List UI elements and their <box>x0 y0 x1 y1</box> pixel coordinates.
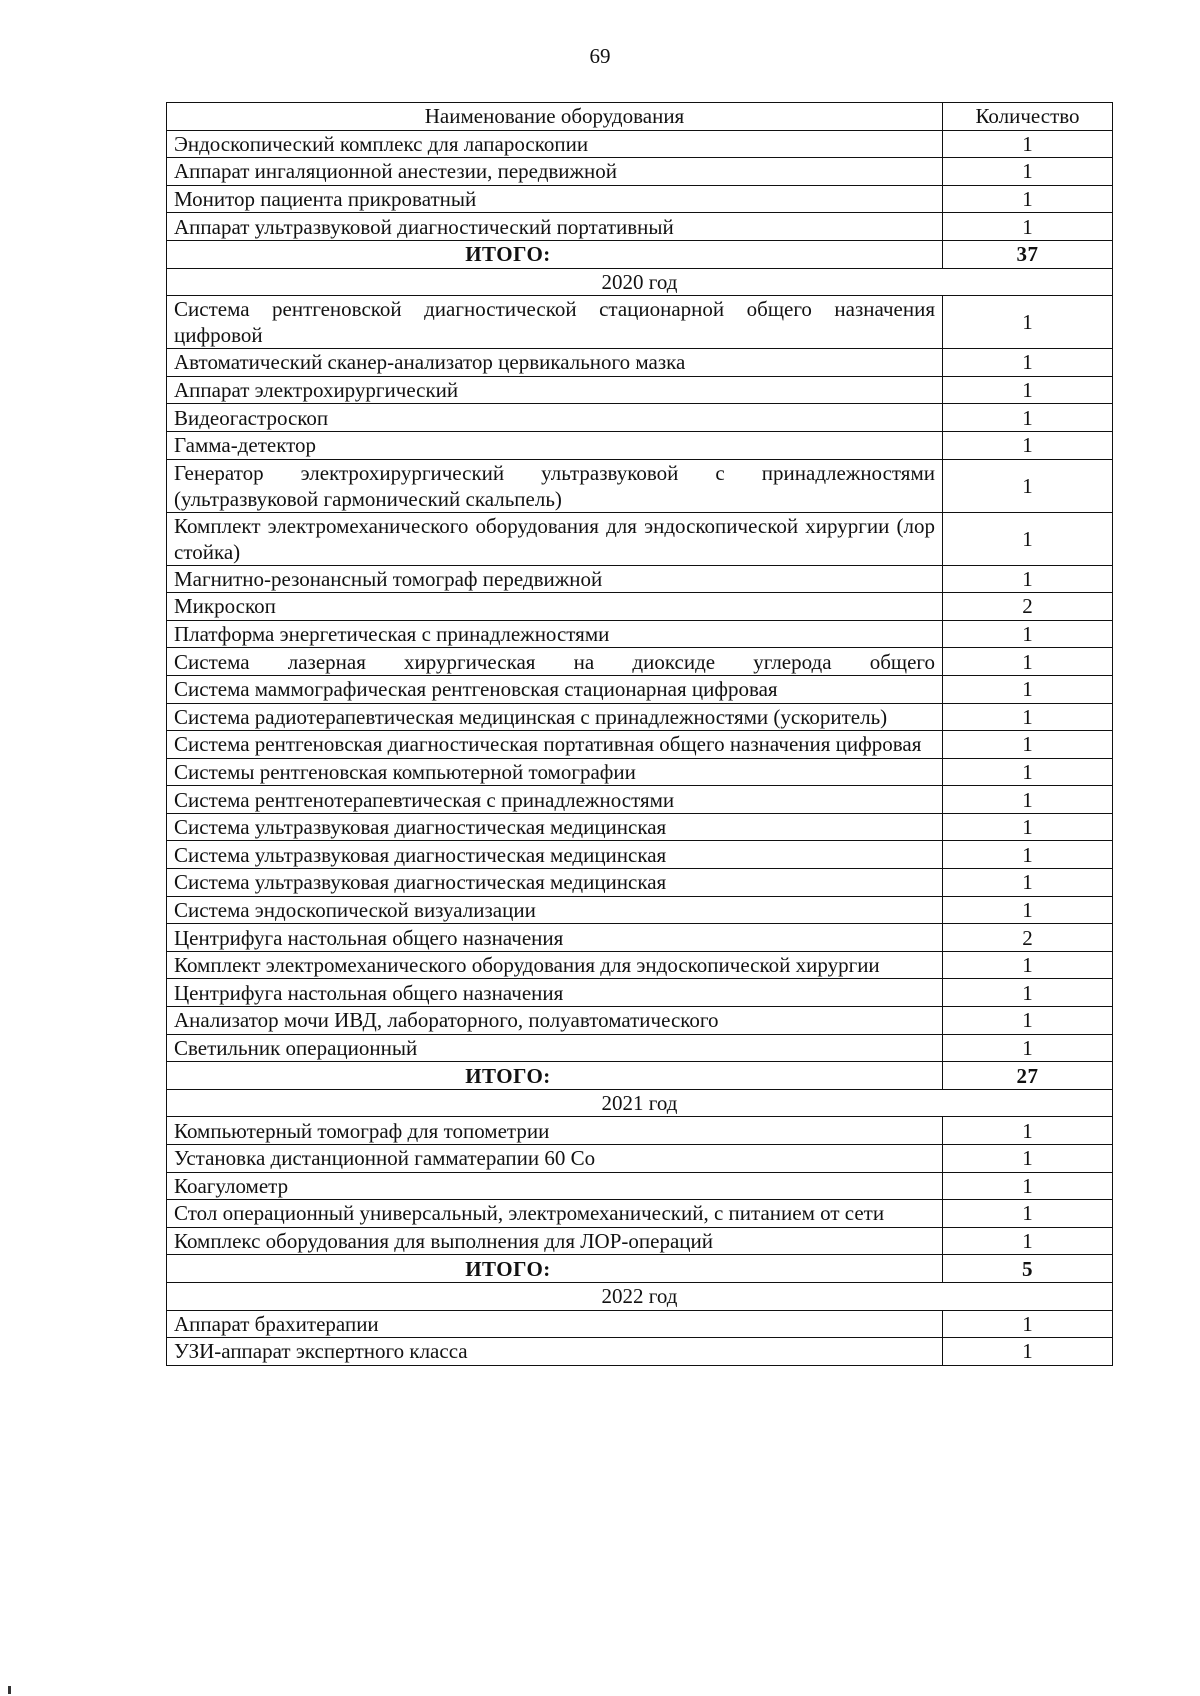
equipment-qty: 1 <box>943 1117 1113 1145</box>
table-row <box>167 404 1113 432</box>
equipment-qty: 1 <box>943 703 1113 731</box>
equipment-qty: 1 <box>943 213 1113 241</box>
equipment-name: Аппарат электрохирургический <box>167 376 943 404</box>
equipment-name: Комплект электромеханического оборудования для эндоскопической хирургии (лор стойка) <box>167 512 943 565</box>
equipment-qty: 1 <box>943 158 1113 186</box>
equipment-name: Генератор электрохирургический ультразвуковой с принадлежностями (ультразвуковой гармонический скальпель) <box>167 459 943 512</box>
table-row <box>167 786 1113 814</box>
equipment-table-body <box>167 103 1113 1366</box>
table-row <box>167 758 1113 786</box>
total-label: ИТОГО: <box>167 240 943 268</box>
year-label: 2020 год <box>167 268 1113 296</box>
total-qty: 27 <box>943 1062 1113 1090</box>
equipment-name: Светильник операционный <box>167 1034 943 1062</box>
equipment-name: Система ультразвуковая диагностическая медицинская <box>167 813 943 841</box>
table-row <box>167 703 1113 731</box>
equipment-name: Система ультразвуковая диагностическая медицинская <box>167 841 943 869</box>
table-row <box>167 1338 1113 1366</box>
equipment-name: Установка дистанционной гамматерапии 60 Со <box>167 1145 943 1173</box>
equipment-name: Компьютерный томограф для топометрии <box>167 1117 943 1145</box>
table-row <box>167 296 1113 349</box>
table-row <box>167 1145 1113 1173</box>
table-row <box>167 648 1113 676</box>
equipment-qty: 1 <box>943 731 1113 759</box>
table-row <box>167 869 1113 897</box>
equipment-qty: 1 <box>943 786 1113 814</box>
equipment-name: УЗИ-аппарат экспертного класса <box>167 1338 943 1366</box>
equipment-qty: 1 <box>943 1007 1113 1035</box>
equipment-name: Системы рентгеновская компьютерной томографии <box>167 758 943 786</box>
equipment-qty: 1 <box>943 758 1113 786</box>
total-qty: 5 <box>943 1255 1113 1283</box>
equipment-name: Система радиотерапевтическая медицинская с принадлежностями (ускоритель) <box>167 703 943 731</box>
equipment-qty: 1 <box>943 979 1113 1007</box>
equipment-name: Центрифуга настольная общего назначения <box>167 924 943 952</box>
equipment-qty: 1 <box>943 1172 1113 1200</box>
equipment-name: Аппарат ингаляционной анестезии, передвижной <box>167 158 943 186</box>
table-row <box>167 979 1113 1007</box>
equipment-qty: 1 <box>943 1034 1113 1062</box>
equipment-name: Комплекс оборудования для выполнения для ЛОР-операций <box>167 1227 943 1255</box>
equipment-qty: 1 <box>943 296 1113 349</box>
equipment-name: Система ультразвуковая диагностическая медицинская <box>167 869 943 897</box>
equipment-name: Коагулометр <box>167 1172 943 1200</box>
equipment-name: Система лазерная хирургическая на диоксиде углерода общего <box>167 648 943 676</box>
equipment-qty: 1 <box>943 648 1113 676</box>
total-label: ИТОГО: <box>167 1255 943 1283</box>
equipment-name: Монитор пациента прикроватный <box>167 185 943 213</box>
equipment-name: Аппарат ультразвуковой диагностический портативный <box>167 213 943 241</box>
equipment-name: Автоматический сканер-анализатор цервикального мазка <box>167 349 943 377</box>
equipment-qty: 1 <box>943 512 1113 565</box>
scan-artifact <box>8 1686 11 1694</box>
table-row <box>167 1310 1113 1338</box>
table-row <box>167 1200 1113 1228</box>
year-section-row <box>167 1282 1113 1310</box>
equipment-qty: 1 <box>943 896 1113 924</box>
equipment-name: Система рентгенотерапевтическая с принадлежностями <box>167 786 943 814</box>
equipment-name: Центрифуга настольная общего назначения <box>167 979 943 1007</box>
table-row <box>167 1117 1113 1145</box>
table-row <box>167 1172 1113 1200</box>
equipment-name: Анализатор мочи ИВД, лабораторного, полуавтоматического <box>167 1007 943 1035</box>
equipment-qty: 1 <box>943 1145 1113 1173</box>
table-row <box>167 841 1113 869</box>
equipment-qty: 1 <box>943 565 1113 593</box>
table-row <box>167 951 1113 979</box>
equipment-qty: 1 <box>943 813 1113 841</box>
year-section-row <box>167 268 1113 296</box>
table-row <box>167 675 1113 703</box>
table-row <box>167 813 1113 841</box>
total-label: ИТОГО: <box>167 1062 943 1090</box>
equipment-qty: 1 <box>943 185 1113 213</box>
total-row <box>167 1255 1113 1283</box>
equipment-name: Микроскоп <box>167 593 943 621</box>
table-row <box>167 185 1113 213</box>
equipment-name: Аппарат брахитерапии <box>167 1310 943 1338</box>
equipment-qty: 1 <box>943 841 1113 869</box>
table-row <box>167 431 1113 459</box>
table-header-row <box>167 103 1113 131</box>
table-row <box>167 593 1113 621</box>
equipment-name: Магнитно-резонансный томограф передвижной <box>167 565 943 593</box>
equipment-qty: 1 <box>943 130 1113 158</box>
equipment-qty: 1 <box>943 1200 1113 1228</box>
equipment-qty: 1 <box>943 431 1113 459</box>
equipment-name: Платформа энергетическая с принадлежностями <box>167 620 943 648</box>
table-row <box>167 158 1113 186</box>
table-row <box>167 565 1113 593</box>
equipment-qty: 1 <box>943 869 1113 897</box>
equipment-qty: 1 <box>943 1338 1113 1366</box>
year-label: 2022 год <box>167 1282 1113 1310</box>
table-row <box>167 1034 1113 1062</box>
table-row <box>167 349 1113 377</box>
header-qty-cell: Количество <box>943 103 1113 131</box>
equipment-qty: 1 <box>943 349 1113 377</box>
equipment-qty: 1 <box>943 1227 1113 1255</box>
equipment-qty: 1 <box>943 404 1113 432</box>
table-row <box>167 620 1113 648</box>
equipment-qty: 2 <box>943 593 1113 621</box>
equipment-table <box>166 102 1113 1366</box>
equipment-qty: 1 <box>943 951 1113 979</box>
equipment-qty: 1 <box>943 459 1113 512</box>
equipment-name: Стол операционный универсальный, электромеханический, с питанием от сети <box>167 1200 943 1228</box>
table-row <box>167 924 1113 952</box>
equipment-qty: 1 <box>943 675 1113 703</box>
page-number: 69 <box>589 44 611 68</box>
equipment-qty: 1 <box>943 620 1113 648</box>
equipment-name: Система рентгеновской диагностической стационарной общего назначения цифровой <box>167 296 943 349</box>
equipment-qty: 1 <box>943 1310 1113 1338</box>
table-row <box>167 459 1113 512</box>
table-row <box>167 1227 1113 1255</box>
total-qty: 37 <box>943 240 1113 268</box>
total-row <box>167 1062 1113 1090</box>
table-row <box>167 896 1113 924</box>
total-row <box>167 240 1113 268</box>
equipment-name: Эндоскопический комплекс для лапароскопии <box>167 130 943 158</box>
table-row <box>167 512 1113 565</box>
equipment-name: Система рентгеновская диагностическая портативная общего назначения цифровая <box>167 731 943 759</box>
equipment-qty: 2 <box>943 924 1113 952</box>
equipment-name: Видеогастроскоп <box>167 404 943 432</box>
equipment-qty: 1 <box>943 376 1113 404</box>
table-row <box>167 376 1113 404</box>
table-row <box>167 1007 1113 1035</box>
table-row <box>167 731 1113 759</box>
year-section-row <box>167 1089 1113 1117</box>
header-name-cell: Наименование оборудования <box>167 103 943 131</box>
year-label: 2021 год <box>167 1089 1113 1117</box>
equipment-name: Комплект электромеханического оборудования для эндоскопической хирургии <box>167 951 943 979</box>
equipment-name: Гамма-детектор <box>167 431 943 459</box>
equipment-name: Система эндоскопической визуализации <box>167 896 943 924</box>
equipment-name: Система маммографическая рентгеновская стационарная цифровая <box>167 675 943 703</box>
table-row <box>167 213 1113 241</box>
table-row <box>167 130 1113 158</box>
